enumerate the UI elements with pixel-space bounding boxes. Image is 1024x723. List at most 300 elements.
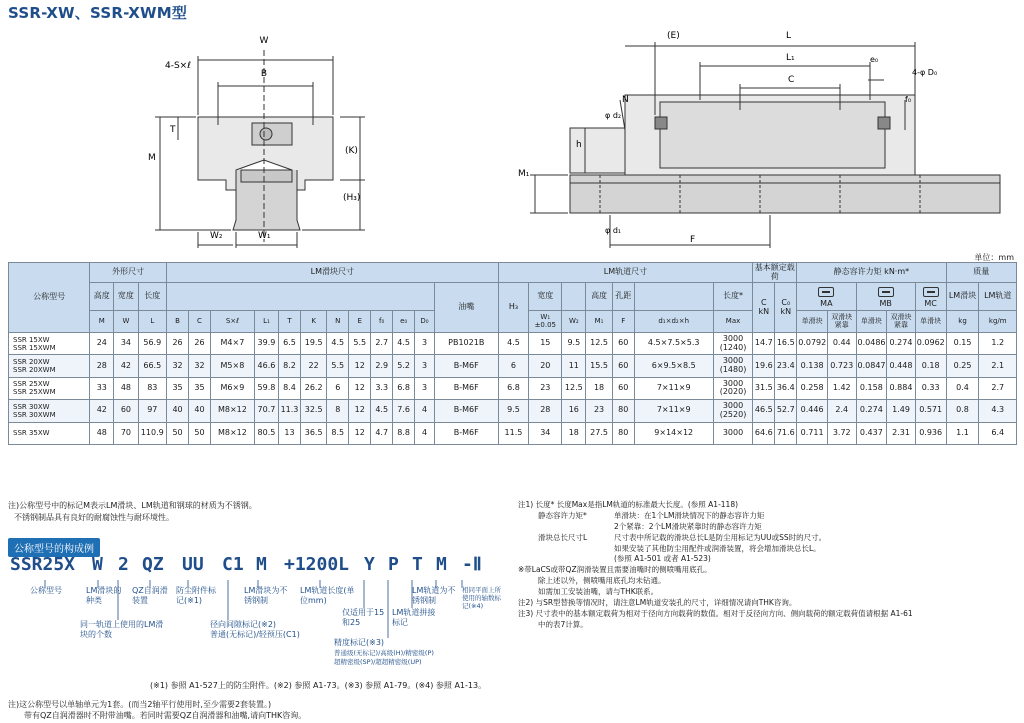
code-part-m1: M bbox=[256, 554, 267, 575]
model-name: SSR 20XW bbox=[13, 358, 50, 367]
load-C0: C₀ bbox=[781, 297, 791, 307]
cell-ma2: 1.42 bbox=[827, 377, 856, 399]
label-clearance-2: 普通(无标记)/轻预压(C1) bbox=[210, 630, 300, 639]
cell-L1: 46.6 bbox=[254, 355, 278, 377]
cell-W: 60 bbox=[114, 400, 138, 422]
cell-F: 60 bbox=[612, 377, 634, 399]
cell-mb1: 0.437 bbox=[856, 422, 887, 444]
cell-D0: 3 bbox=[415, 333, 435, 355]
cell-K: 32.5 bbox=[300, 400, 326, 422]
cell-T: 13 bbox=[279, 422, 301, 444]
unit-D0: D₀ bbox=[415, 311, 435, 333]
dim-F: F bbox=[690, 235, 696, 245]
note-material-2: 不锈钢制品具有良好的耐腐蚀性与耐环境性。 bbox=[14, 512, 174, 522]
cell-C: 32 bbox=[189, 355, 211, 377]
label-qz: QZ自润滑装置 bbox=[132, 586, 168, 605]
cell-W: 48 bbox=[114, 377, 138, 399]
note-material: 注)公称型号中的标记M表示LM滑块、LM轨道和钢球的材质为不锈钢。 bbox=[8, 501, 257, 510]
cell-ma2: 2.4 bbox=[827, 400, 856, 422]
cell-f0: 2.7 bbox=[371, 333, 393, 355]
cell-T: 6.5 bbox=[279, 333, 301, 355]
cell-N: 4.5 bbox=[327, 333, 349, 355]
unit-f0: f₀ bbox=[371, 311, 393, 333]
unit-kgm: kg/m bbox=[979, 311, 1017, 333]
cell-rm: 2.1 bbox=[979, 355, 1017, 377]
max-length: 3000 bbox=[722, 401, 744, 411]
cell-ma1: 0.711 bbox=[797, 422, 828, 444]
code-part-uu: UU bbox=[182, 554, 204, 575]
cell-bm: 1.1 bbox=[946, 422, 979, 444]
model-name: SSR 35XW bbox=[13, 429, 50, 438]
note-r5: 如果安装了其他防尘用配件或润滑装置，将会增加滑块总长L。 bbox=[614, 543, 821, 553]
model-name: SSR 20XWM bbox=[13, 366, 56, 375]
code-part-w: W bbox=[92, 554, 103, 575]
cell-F: 80 bbox=[612, 400, 634, 422]
spec-table bbox=[8, 262, 1017, 445]
cell-mc: 0.571 bbox=[915, 400, 946, 422]
code-part-model: SSR25X bbox=[10, 554, 76, 575]
label-accuracy: 精度标记(※3) bbox=[334, 638, 385, 647]
cell-model bbox=[9, 422, 90, 444]
cell-mb2: 0.274 bbox=[887, 333, 916, 355]
unit-L1: L₁ bbox=[254, 311, 278, 333]
notes-right bbox=[518, 500, 1018, 631]
cell-model bbox=[9, 333, 90, 355]
label-rail-ss: LM轨道为不锈钢制 bbox=[412, 586, 456, 605]
cell-ma2: 0.44 bbox=[827, 333, 856, 355]
cell-e0: 5.2 bbox=[393, 355, 415, 377]
cell-mc: 0.0962 bbox=[915, 333, 946, 355]
cell-W2: 9.5 bbox=[562, 333, 586, 355]
code-part-qz: QZ bbox=[142, 554, 164, 575]
sub-single-b: 单滑块 bbox=[856, 311, 887, 333]
model-name: SSR 25XW bbox=[13, 380, 50, 389]
cell-L: 56.9 bbox=[138, 333, 167, 355]
cell-d: 7×11×9 bbox=[634, 400, 713, 422]
cell-max bbox=[713, 377, 753, 399]
unit-e0: e₀ bbox=[393, 311, 415, 333]
max-length-alt: (1480) bbox=[719, 365, 747, 375]
header-rail: LM轨道尺寸 bbox=[498, 263, 753, 283]
cell-max bbox=[713, 400, 753, 422]
cell-M: 28 bbox=[90, 355, 114, 377]
sub-single-a: 单滑块 bbox=[797, 311, 828, 333]
footer-notes bbox=[8, 700, 306, 722]
cell-mb2: 1.49 bbox=[887, 400, 916, 422]
cell-W2: 12.5 bbox=[562, 377, 586, 399]
cell-B: 26 bbox=[167, 333, 189, 355]
cell-T: 11.3 bbox=[279, 400, 301, 422]
sub-single-c: 单滑块 bbox=[915, 311, 946, 333]
sub-rail-width: 宽度 bbox=[529, 283, 562, 311]
note-r7: ※带LaCS或带QZ润滑装置且需要油嘴时的侧喷嘴用底孔。 bbox=[518, 565, 712, 575]
header-model: 公称型号 bbox=[9, 263, 90, 333]
cell-M1: 12.5 bbox=[586, 333, 612, 355]
label-block-ss: LM滑块为不锈钢制 bbox=[244, 586, 288, 605]
mb-label: MB bbox=[879, 298, 892, 308]
cell-f0: 3.3 bbox=[371, 377, 393, 399]
model-labels bbox=[0, 580, 520, 680]
cell-mb1: 0.0847 bbox=[856, 355, 887, 377]
cell-d: 9×14×12 bbox=[634, 422, 713, 444]
unit-max: Max bbox=[713, 311, 753, 333]
label-axis: 相同平面上所使用的轴数标记(※4) bbox=[462, 586, 501, 611]
cell-mb1: 0.0486 bbox=[856, 333, 887, 355]
cell-K: 22 bbox=[300, 355, 326, 377]
cell-W: 42 bbox=[114, 355, 138, 377]
max-length-alt: (2020) bbox=[719, 387, 747, 397]
cell-W2: 18 bbox=[562, 422, 586, 444]
cell-H3: 6.8 bbox=[498, 377, 529, 399]
unit-C: C bbox=[189, 311, 211, 333]
cell-W1: 34 bbox=[529, 422, 562, 444]
note-r10: 注2) 与SR型替换等情况时，请注意LM轨道安装孔的尺寸，详细情况请向THK咨询。 bbox=[518, 597, 797, 607]
note-r3: 2个紧靠：2个LM滑块紧靠时的静态容许力矩 bbox=[614, 521, 762, 531]
unit-M1: M₁ bbox=[586, 311, 612, 333]
cell-ma2: 0.723 bbox=[827, 355, 856, 377]
cell-F: 80 bbox=[612, 422, 634, 444]
model-name: SSR 30XW bbox=[13, 402, 50, 411]
unit-kg: kg bbox=[946, 311, 979, 333]
dim-d2: φ d₂ bbox=[605, 111, 622, 120]
cell-mb2: 0.884 bbox=[887, 377, 916, 399]
cell-max bbox=[713, 333, 753, 355]
dim-W2: W₂ bbox=[210, 231, 223, 241]
cell-Cval: 19.6 bbox=[753, 355, 775, 377]
cell-bm: 0.25 bbox=[946, 355, 979, 377]
cell-ma2: 3.72 bbox=[827, 422, 856, 444]
label-count: 同一轨道上使用的LM滑块的个数 bbox=[80, 620, 164, 639]
cell-T: 8.4 bbox=[279, 377, 301, 399]
note-r1: 注1) 长度* 长度Max是指LM轨道的标准最大长度。(参照 A1-118) bbox=[518, 500, 739, 509]
cell-L1: 80.5 bbox=[254, 422, 278, 444]
notes-left bbox=[8, 500, 508, 523]
note-r4b: 尺寸表中所记载的滑块总长L是防尘用标记为UU或SS时的尺寸。 bbox=[614, 532, 827, 542]
cell-K: 19.5 bbox=[300, 333, 326, 355]
footer-1: 注)这公称型号以单轴单元为1套。(而当2轴平行使用时,至少需要2套装置。) bbox=[8, 700, 272, 709]
cell-N: 8 bbox=[327, 400, 349, 422]
cell-L: 83 bbox=[138, 377, 167, 399]
unit-note: 单位：mm bbox=[974, 253, 1014, 262]
label-acc-3: 超精密级(SP)/超超精密级(UP) bbox=[334, 658, 422, 666]
cell-E: 12 bbox=[349, 355, 371, 377]
cell-D0: 3 bbox=[415, 377, 435, 399]
unit-K: K bbox=[300, 311, 326, 333]
cell-T: 8.2 bbox=[279, 355, 301, 377]
unit-S: S×ℓ bbox=[210, 311, 254, 333]
cell-W1: 20 bbox=[529, 355, 562, 377]
label-block-type: LM滑块的种类 bbox=[86, 586, 122, 605]
dim-W1: W₁ bbox=[258, 231, 271, 241]
table-row bbox=[9, 377, 1017, 399]
code-part-length: +1200L bbox=[284, 554, 350, 575]
cell-W2: 11 bbox=[562, 355, 586, 377]
table-row bbox=[9, 333, 1017, 355]
cell-grease: B-M6F bbox=[434, 422, 498, 444]
cell-L1: 59.8 bbox=[254, 377, 278, 399]
dim-L1: L₁ bbox=[786, 53, 795, 63]
cell-ma1: 0.258 bbox=[797, 377, 828, 399]
cell-D0: 4 bbox=[415, 422, 435, 444]
cell-H3: 6 bbox=[498, 355, 529, 377]
cell-C0: 16.5 bbox=[775, 333, 797, 355]
cell-max bbox=[713, 422, 753, 444]
cell-D0: 4 bbox=[415, 400, 435, 422]
cell-C0: 23.4 bbox=[775, 355, 797, 377]
unit-B: B bbox=[167, 311, 189, 333]
unit-T: T bbox=[279, 311, 301, 333]
cell-e0: 7.6 bbox=[393, 400, 415, 422]
code-part-t: T bbox=[412, 554, 423, 575]
cell-H3: 4.5 bbox=[498, 333, 529, 355]
model-name: SSR 15XWM bbox=[13, 343, 56, 352]
unit-W2: W₂ bbox=[562, 311, 586, 333]
label-y-only: 仅适用于15和25 bbox=[342, 608, 385, 627]
cell-H3: 9.5 bbox=[498, 400, 529, 422]
note-r6: (参照 A1-501 或者 A1-523) bbox=[614, 554, 711, 564]
drawing-svg bbox=[0, 20, 1024, 250]
dim-d1: φ d₁ bbox=[605, 226, 622, 235]
table-row bbox=[9, 422, 1017, 444]
code-part-c1: C1 bbox=[222, 554, 244, 575]
cell-M1: 27.5 bbox=[586, 422, 612, 444]
cell-L1: 39.9 bbox=[254, 333, 278, 355]
dim-L: L bbox=[786, 31, 792, 41]
cell-E: 12 bbox=[349, 422, 371, 444]
cell-grease: B-M6F bbox=[434, 355, 498, 377]
table-row bbox=[9, 400, 1017, 422]
max-length: 3000 bbox=[722, 378, 744, 388]
unit-W: W bbox=[114, 311, 138, 333]
dim-f0: f₀ bbox=[905, 95, 912, 104]
cell-C: 50 bbox=[189, 422, 211, 444]
cell-max bbox=[713, 355, 753, 377]
cell-e0: 4.5 bbox=[393, 333, 415, 355]
cell-M: 33 bbox=[90, 377, 114, 399]
cell-E: 5.5 bbox=[349, 333, 371, 355]
model-name: SSR 30XWM bbox=[13, 410, 56, 419]
dim-C: C bbox=[788, 75, 795, 85]
spec-table-body bbox=[9, 333, 1017, 445]
table-row bbox=[9, 355, 1017, 377]
cell-grease: B-M6F bbox=[434, 400, 498, 422]
cell-ma1: 0.138 bbox=[797, 355, 828, 377]
label-clearance: 径向间隙标记(※2) bbox=[210, 620, 277, 629]
cell-F: 60 bbox=[612, 333, 634, 355]
cell-H3: 11.5 bbox=[498, 422, 529, 444]
cell-M: 42 bbox=[90, 400, 114, 422]
cell-W1: 23 bbox=[529, 377, 562, 399]
cell-grease: PB1021B bbox=[434, 333, 498, 355]
label-rail-len: LM轨道长度(单位mm) bbox=[300, 586, 355, 605]
cell-M: 24 bbox=[90, 333, 114, 355]
label-acc-2: 普通级(无标记)/高级(H)/精密级(P) bbox=[334, 649, 434, 657]
cell-e0: 8.8 bbox=[393, 422, 415, 444]
cell-D0: 3 bbox=[415, 355, 435, 377]
max-length: 3000 bbox=[722, 427, 744, 437]
code-part-m2: M bbox=[436, 554, 447, 575]
cell-W: 34 bbox=[114, 333, 138, 355]
cell-K: 36.5 bbox=[300, 422, 326, 444]
dim-h: h bbox=[576, 140, 582, 150]
code-part-y: Y bbox=[364, 554, 375, 575]
dim-M1: M₁ bbox=[518, 169, 530, 179]
model-name: SSR 25XWM bbox=[13, 388, 56, 397]
cell-M1: 23 bbox=[586, 400, 612, 422]
cell-C0: 52.7 bbox=[775, 400, 797, 422]
cell-S: M8×12 bbox=[210, 400, 254, 422]
sub-rail-mass: LM轨道 bbox=[979, 283, 1017, 311]
sub-block-mass: LM滑块 bbox=[946, 283, 979, 311]
sub-height: 高度 bbox=[90, 283, 114, 311]
cell-M: 48 bbox=[90, 422, 114, 444]
cell-bm: 0.8 bbox=[946, 400, 979, 422]
cell-e0: 6.8 bbox=[393, 377, 415, 399]
cell-M1: 15.5 bbox=[586, 355, 612, 377]
unit-M: M bbox=[90, 311, 114, 333]
sub-double-b: 双滑块紧靠 bbox=[887, 311, 916, 333]
dim-K: (K) bbox=[345, 146, 358, 156]
cell-W: 70 bbox=[114, 422, 138, 444]
max-length: 3000 bbox=[722, 356, 744, 366]
dim-M: M bbox=[148, 153, 156, 163]
mc-icon bbox=[923, 287, 939, 297]
cell-C0: 36.4 bbox=[775, 377, 797, 399]
header-load: 基本额定载荷 bbox=[754, 262, 795, 281]
cell-mb2: 0.448 bbox=[887, 355, 916, 377]
cell-L: 97 bbox=[138, 400, 167, 422]
cell-model bbox=[9, 355, 90, 377]
note-r2b: 单滑块：在1个LM滑块情况下的静态容许力矩 bbox=[614, 510, 765, 520]
note-r11: 注3) 尺寸表中的基本额定载荷为相对于径向方向载荷的数值。相对于反径向方向、侧向载荷的额定载荷值请根据 A1-61 bbox=[518, 608, 913, 618]
cell-S: M8×12 bbox=[210, 422, 254, 444]
page-title: SSR-XW、SSR-XWM型 bbox=[8, 4, 188, 22]
sub-grease: 油嘴 bbox=[434, 283, 498, 333]
cell-f0: 4.5 bbox=[371, 400, 393, 422]
cell-C0: 71.6 bbox=[775, 422, 797, 444]
cell-Cval: 46.5 bbox=[753, 400, 775, 422]
cell-Cval: 14.7 bbox=[753, 333, 775, 355]
dim-S: 4-S×ℓ bbox=[165, 61, 191, 71]
dim-T: T bbox=[170, 125, 176, 135]
note-r9: 如需加工安装油嘴，请与THK联系。 bbox=[538, 587, 659, 596]
cell-F: 60 bbox=[612, 355, 634, 377]
cell-S: M5×8 bbox=[210, 355, 254, 377]
dim-e0: e₀ bbox=[870, 55, 879, 64]
unit-d: d₁×d₂×h bbox=[634, 311, 713, 333]
cross-section-view bbox=[155, 50, 365, 248]
dim-D0: 4-φ D₀ bbox=[912, 68, 938, 77]
cell-ma1: 0.446 bbox=[797, 400, 828, 422]
cell-W2: 16 bbox=[562, 400, 586, 422]
dim-B: B bbox=[260, 69, 268, 79]
sub-length: 长度 bbox=[138, 283, 167, 311]
dim-H3: (H₃) bbox=[343, 193, 361, 203]
label-model: 公称型号 bbox=[30, 586, 62, 595]
load-C: C bbox=[761, 297, 767, 307]
cell-Cval: 31.5 bbox=[753, 377, 775, 399]
unit-E: E bbox=[349, 311, 371, 333]
cell-mb1: 0.274 bbox=[856, 400, 887, 422]
cell-mb1: 0.158 bbox=[856, 377, 887, 399]
cell-S: M6×9 bbox=[210, 377, 254, 399]
ma-label: MA bbox=[820, 298, 833, 308]
header-outer: 外形尺寸 bbox=[90, 263, 167, 283]
cell-mb2: 2.31 bbox=[887, 422, 916, 444]
mc-label: MC bbox=[924, 298, 937, 308]
cell-C: 26 bbox=[189, 333, 211, 355]
dim-E: (E) bbox=[667, 31, 680, 41]
note-r8: 除上述以外，侧喷嘴用底孔均未钻通。 bbox=[538, 576, 666, 586]
sub-double-a: 双滑块紧靠 bbox=[827, 311, 856, 333]
config-section-tag: 公称型号的构成例 bbox=[8, 538, 100, 557]
cell-E: 12 bbox=[349, 377, 371, 399]
cell-C: 35 bbox=[189, 377, 211, 399]
sub-rail-height: 高度 bbox=[586, 283, 612, 311]
cell-E: 12 bbox=[349, 400, 371, 422]
sub-pitch: 孔距 bbox=[612, 283, 634, 311]
max-length-alt: (1240) bbox=[719, 342, 747, 352]
unit-F: F bbox=[612, 311, 634, 333]
unit-N: N bbox=[327, 311, 349, 333]
cell-rm: 2.7 bbox=[979, 377, 1017, 399]
note-r4a: 滑块总长尺寸L bbox=[538, 532, 588, 542]
note-r12: 中的表7计算。 bbox=[538, 619, 588, 629]
code-part-count: 2 bbox=[118, 554, 129, 575]
cell-W1: 28 bbox=[529, 400, 562, 422]
cell-rm: 1.2 bbox=[979, 333, 1017, 355]
ma-icon bbox=[818, 287, 834, 297]
cell-C: 40 bbox=[189, 400, 211, 422]
cell-bm: 0.4 bbox=[946, 377, 979, 399]
unit-L: L bbox=[138, 311, 167, 333]
cell-rm: 4.3 bbox=[979, 400, 1017, 422]
max-length: 3000 bbox=[722, 333, 744, 343]
cell-d: 6×9.5×8.5 bbox=[634, 355, 713, 377]
cell-grease: B-M6F bbox=[434, 377, 498, 399]
reference-line: (※1) 参照 A1-527上的防尘附件。(※2) 参照 A1-73。(※3) 参照 A1-79。(※4) 参照 A1-13。 bbox=[150, 681, 487, 690]
cell-N: 6 bbox=[327, 377, 349, 399]
cell-N: 8.5 bbox=[327, 422, 349, 444]
cell-d: 7×11×9 bbox=[634, 377, 713, 399]
cell-L: 110.9 bbox=[138, 422, 167, 444]
cell-f0: 2.9 bbox=[371, 355, 393, 377]
cell-model bbox=[9, 400, 90, 422]
cell-mc: 0.18 bbox=[915, 355, 946, 377]
load-C0-unit: kN bbox=[780, 306, 792, 316]
cell-B: 32 bbox=[167, 355, 189, 377]
note-r2a: 静态容许力矩* bbox=[538, 510, 587, 520]
cell-L1: 70.7 bbox=[254, 400, 278, 422]
label-dust: 防尘附件标记(※1) bbox=[176, 586, 216, 605]
footer-2: 带有QZ自润滑器时不附带油嘴。若同时需要QZ自润滑器和油嘴,请向THK咨询。 bbox=[24, 710, 307, 720]
cell-M1: 18 bbox=[586, 377, 612, 399]
cell-ma1: 0.0792 bbox=[797, 333, 828, 355]
cell-model bbox=[9, 377, 90, 399]
cell-Cval: 64.6 bbox=[753, 422, 775, 444]
header-block: LM滑块尺寸 bbox=[167, 263, 499, 283]
code-part-axis: -Ⅱ bbox=[462, 554, 482, 575]
cell-mc: 0.936 bbox=[915, 422, 946, 444]
mb-icon bbox=[878, 287, 894, 297]
sub-width: 宽度 bbox=[114, 283, 138, 311]
cell-f0: 4.7 bbox=[371, 422, 393, 444]
dimension-drawing bbox=[0, 20, 1024, 250]
model-name: SSR 15XW bbox=[13, 335, 50, 344]
sub-rail-length: 长度* bbox=[713, 283, 753, 311]
dim-N: N bbox=[622, 95, 629, 105]
cell-K: 26.2 bbox=[300, 377, 326, 399]
